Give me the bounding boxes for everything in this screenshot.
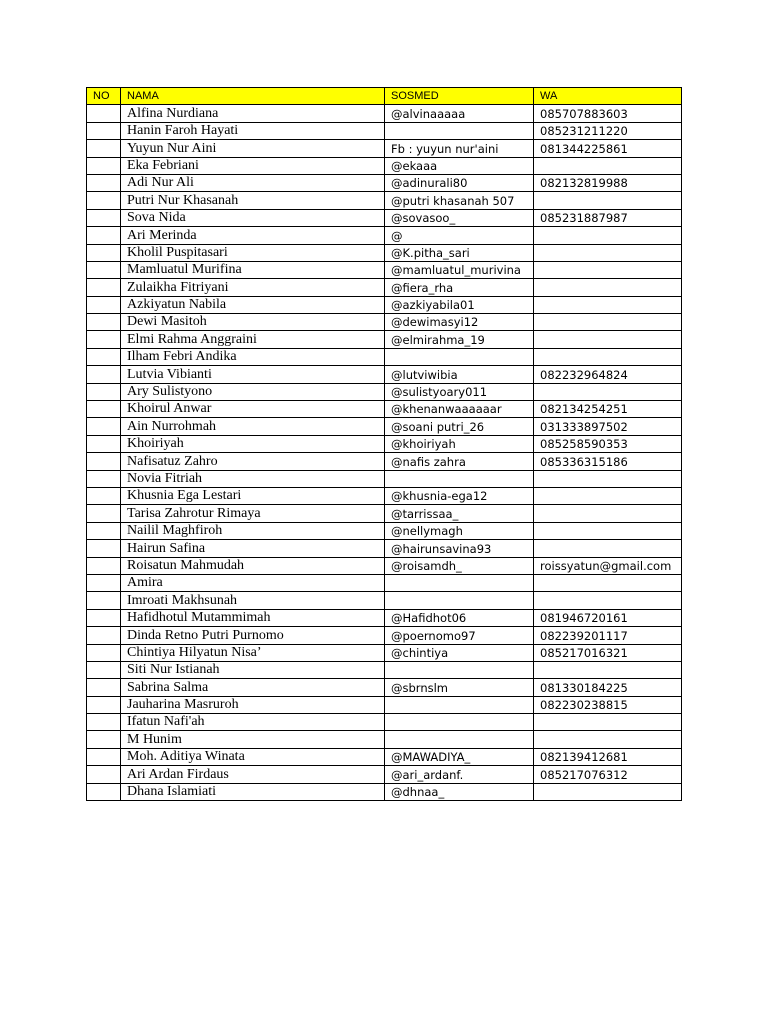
cell-nama: Khoirul Anwar (121, 401, 385, 418)
cell-nama: Nafisatuz Zahro (121, 453, 385, 470)
header-row (87, 88, 682, 105)
cell-nama: Ary Sulistyono (121, 383, 385, 400)
cell-no (87, 244, 121, 261)
cell-nama: Chintiya Hilyatun Nisa’ (121, 644, 385, 661)
cell-sosmed (385, 661, 534, 678)
cell-nama: Zulaikha Fitriyani (121, 279, 385, 296)
cell-sosmed: @dewimasyi12 (385, 314, 534, 331)
cell-no (87, 192, 121, 209)
cell-wa: 081330184225 (534, 679, 682, 696)
cell-wa (534, 731, 682, 748)
cell-nama: Ilham Febri Andika (121, 348, 385, 365)
table-row (87, 679, 682, 696)
cell-wa: 082134254251 (534, 401, 682, 418)
cell-wa (534, 314, 682, 331)
cell-sosmed: @azkiyabila01 (385, 296, 534, 313)
cell-wa (534, 157, 682, 174)
cell-nama: Moh. Aditiya Winata (121, 748, 385, 765)
cell-nama: Khusnia Ega Lestari (121, 487, 385, 504)
table-row (87, 592, 682, 609)
cell-no (87, 348, 121, 365)
cell-nama: Sova Nida (121, 209, 385, 226)
table-row (87, 157, 682, 174)
table-row (87, 314, 682, 331)
cell-no (87, 592, 121, 609)
cell-wa (534, 487, 682, 504)
cell-no (87, 557, 121, 574)
cell-wa: 085217076312 (534, 766, 682, 783)
cell-wa: 085231887987 (534, 209, 682, 226)
cell-nama: Jauharina Masruroh (121, 696, 385, 713)
cell-wa (534, 244, 682, 261)
cell-nama: Imroati Makhsunah (121, 592, 385, 609)
header-no: NO (87, 88, 121, 105)
cell-nama: Novia Fitriah (121, 470, 385, 487)
cell-no (87, 331, 121, 348)
table-row (87, 348, 682, 365)
cell-sosmed: @khoiriyah (385, 435, 534, 452)
table-header (87, 88, 682, 105)
table-row (87, 366, 682, 383)
cell-wa (534, 522, 682, 539)
cell-wa: 085217016321 (534, 644, 682, 661)
cell-sosmed (385, 122, 534, 139)
cell-sosmed (385, 574, 534, 591)
cell-no (87, 748, 121, 765)
cell-wa (534, 540, 682, 557)
cell-wa: 081946720161 (534, 609, 682, 626)
cell-nama: Mamluatul Murifina (121, 261, 385, 278)
cell-wa: 085258590353 (534, 435, 682, 452)
cell-sosmed: @poernomo97 (385, 627, 534, 644)
cell-no (87, 470, 121, 487)
header-nama: NAMA (121, 88, 385, 105)
cell-nama: Hairun Safina (121, 540, 385, 557)
table-row (87, 279, 682, 296)
table-row (87, 261, 682, 278)
cell-no (87, 783, 121, 800)
cell-wa (534, 279, 682, 296)
cell-no (87, 418, 121, 435)
table-row (87, 174, 682, 191)
cell-nama: Amira (121, 574, 385, 591)
cell-nama: Dinda Retno Putri Purnomo (121, 627, 385, 644)
cell-sosmed (385, 696, 534, 713)
table-row (87, 331, 682, 348)
cell-sosmed (385, 348, 534, 365)
cell-nama: Ain Nurrohmah (121, 418, 385, 435)
cell-no (87, 209, 121, 226)
cell-nama: Dewi Masitoh (121, 314, 385, 331)
cell-wa (534, 331, 682, 348)
table-row (87, 244, 682, 261)
cell-sosmed: @nellymagh (385, 522, 534, 539)
cell-nama: Dhana Islamiati (121, 783, 385, 800)
cell-nama: Adi Nur Ali (121, 174, 385, 191)
cell-sosmed (385, 470, 534, 487)
cell-sosmed: @dhnaa_ (385, 783, 534, 800)
header-sosmed: SOSMED (385, 88, 534, 105)
cell-no (87, 122, 121, 139)
cell-no (87, 609, 121, 626)
cell-wa: 085231211220 (534, 122, 682, 139)
cell-nama: Elmi Rahma Anggraini (121, 331, 385, 348)
table-row (87, 522, 682, 539)
table-row (87, 661, 682, 678)
cell-wa (534, 261, 682, 278)
cell-no (87, 261, 121, 278)
cell-no (87, 644, 121, 661)
cell-no (87, 696, 121, 713)
cell-no (87, 714, 121, 731)
cell-sosmed: @khenanwaaaaaar (385, 401, 534, 418)
table-row (87, 401, 682, 418)
table-row (87, 783, 682, 800)
cell-nama: Tarisa Zahrotur Rimaya (121, 505, 385, 522)
cell-no (87, 679, 121, 696)
cell-nama: Hafidhotul Mutammimah (121, 609, 385, 626)
cell-wa (534, 348, 682, 365)
cell-sosmed: @ekaaa (385, 157, 534, 174)
cell-no (87, 766, 121, 783)
table-row (87, 766, 682, 783)
cell-sosmed: @soani putri_26 (385, 418, 534, 435)
cell-sosmed: @tarrissaa_ (385, 505, 534, 522)
cell-sosmed: @chintiya (385, 644, 534, 661)
cell-wa: 082230238815 (534, 696, 682, 713)
cell-sosmed: @sbrnslm (385, 679, 534, 696)
table-row (87, 714, 682, 731)
cell-wa (534, 783, 682, 800)
cell-wa: 082132819988 (534, 174, 682, 191)
table-row (87, 748, 682, 765)
cell-wa: 082232964824 (534, 366, 682, 383)
cell-no (87, 731, 121, 748)
cell-no (87, 401, 121, 418)
cell-no (87, 627, 121, 644)
cell-wa: 082139412681 (534, 748, 682, 765)
table-body (87, 105, 682, 801)
cell-nama: Ari Merinda (121, 227, 385, 244)
cell-sosmed (385, 731, 534, 748)
table-row (87, 453, 682, 470)
table-row (87, 487, 682, 504)
cell-sosmed: @elmirahma_19 (385, 331, 534, 348)
table-row (87, 696, 682, 713)
table-row (87, 296, 682, 313)
cell-nama: Siti Nur Istianah (121, 661, 385, 678)
cell-wa (534, 592, 682, 609)
cell-sosmed: @fiera_rha (385, 279, 534, 296)
cell-sosmed: @alvinaaaaa (385, 105, 534, 122)
cell-nama: Hanin Faroh Hayati (121, 122, 385, 139)
cell-no (87, 314, 121, 331)
cell-wa (534, 227, 682, 244)
table-row (87, 609, 682, 626)
cell-no (87, 140, 121, 157)
cell-no (87, 157, 121, 174)
cell-nama: Putri Nur Khasanah (121, 192, 385, 209)
cell-sosmed: @hairunsavina93 (385, 540, 534, 557)
table-row (87, 105, 682, 122)
cell-no (87, 574, 121, 591)
cell-no (87, 661, 121, 678)
table-row (87, 505, 682, 522)
cell-nama: Alfina Nurdiana (121, 105, 385, 122)
table-row (87, 574, 682, 591)
cell-sosmed: Fb : yuyun nur'aini (385, 140, 534, 157)
cell-nama: Yuyun Nur Aini (121, 140, 385, 157)
cell-wa (534, 661, 682, 678)
table-row (87, 140, 682, 157)
cell-wa (534, 714, 682, 731)
cell-no (87, 366, 121, 383)
cell-sosmed (385, 592, 534, 609)
cell-nama: Khoiriyah (121, 435, 385, 452)
cell-sosmed: @sovasoo_ (385, 209, 534, 226)
cell-no (87, 296, 121, 313)
cell-nama: Sabrina Salma (121, 679, 385, 696)
cell-wa (534, 505, 682, 522)
cell-sosmed: @nafis zahra (385, 453, 534, 470)
table-row (87, 227, 682, 244)
cell-wa: 082239201117 (534, 627, 682, 644)
cell-no (87, 453, 121, 470)
cell-no (87, 105, 121, 122)
table-row (87, 731, 682, 748)
table-row (87, 209, 682, 226)
table-row (87, 470, 682, 487)
cell-sosmed: @MAWADIYA_ (385, 748, 534, 765)
table-row (87, 435, 682, 452)
cell-wa (534, 192, 682, 209)
cell-no (87, 383, 121, 400)
cell-nama: Eka Febriani (121, 157, 385, 174)
table-row (87, 122, 682, 139)
cell-sosmed: @khusnia-ega12 (385, 487, 534, 504)
cell-sosmed: @sulistyoary011 (385, 383, 534, 400)
cell-wa (534, 574, 682, 591)
table-row (87, 418, 682, 435)
table-row (87, 557, 682, 574)
cell-nama: Ifatun Nafi'ah (121, 714, 385, 731)
cell-nama: Nailil Maghfiroh (121, 522, 385, 539)
table-row (87, 540, 682, 557)
cell-sosmed: @roisamdh_ (385, 557, 534, 574)
cell-sosmed: @ari_ardanf. (385, 766, 534, 783)
cell-sosmed: @adinurali80 (385, 174, 534, 191)
cell-wa: 081344225861 (534, 140, 682, 157)
cell-nama: Ari Ardan Firdaus (121, 766, 385, 783)
cell-wa: 031333897502 (534, 418, 682, 435)
cell-wa: 085707883603 (534, 105, 682, 122)
cell-no (87, 174, 121, 191)
cell-no (87, 540, 121, 557)
cell-sosmed: @Hafidhot06 (385, 609, 534, 626)
table-row (87, 192, 682, 209)
cell-no (87, 487, 121, 504)
cell-sosmed: @putri khasanah 507 (385, 192, 534, 209)
cell-wa (534, 383, 682, 400)
cell-sosmed: @mamluatul_murivina (385, 261, 534, 278)
cell-sosmed: @lutviwibia (385, 366, 534, 383)
cell-nama: Lutvia Vibianti (121, 366, 385, 383)
contact-table (86, 87, 682, 801)
cell-wa: roissyatun@gmail.com (534, 557, 682, 574)
cell-nama: Azkiyatun Nabila (121, 296, 385, 313)
cell-nama: Roisatun Mahmudah (121, 557, 385, 574)
cell-no (87, 522, 121, 539)
cell-wa (534, 296, 682, 313)
cell-sosmed (385, 714, 534, 731)
table-row (87, 644, 682, 661)
table-row (87, 627, 682, 644)
header-wa: WA (534, 88, 682, 105)
cell-sosmed: @K.pitha_sari (385, 244, 534, 261)
cell-wa: 085336315186 (534, 453, 682, 470)
cell-no (87, 227, 121, 244)
cell-no (87, 279, 121, 296)
cell-wa (534, 470, 682, 487)
cell-nama: Kholil Puspitasari (121, 244, 385, 261)
cell-no (87, 435, 121, 452)
cell-sosmed: @ (385, 227, 534, 244)
cell-nama: M Hunim (121, 731, 385, 748)
cell-no (87, 505, 121, 522)
table-row (87, 383, 682, 400)
